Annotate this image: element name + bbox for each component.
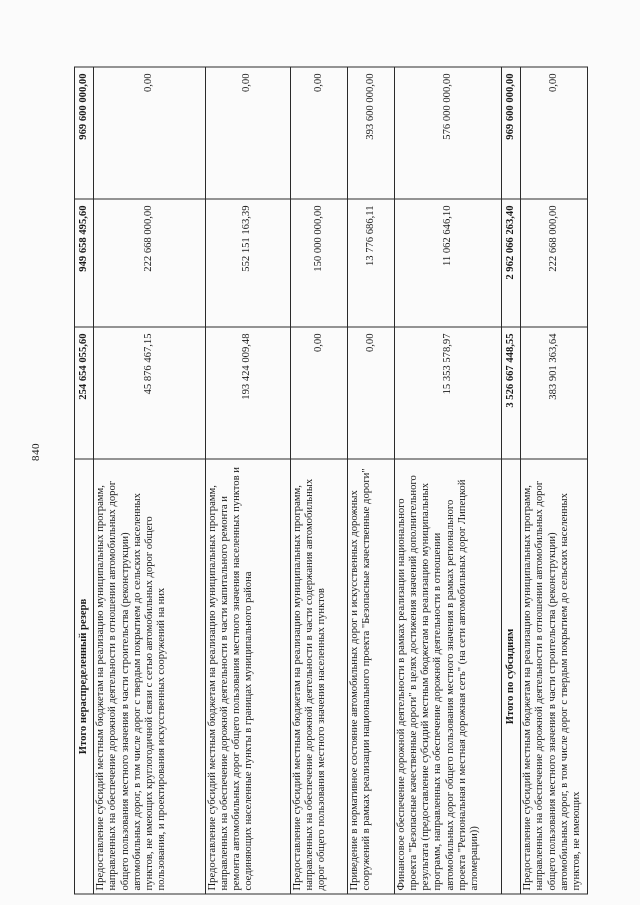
amount-cell: 193 424 009,48 [205,327,290,459]
amount-cell: 11 062 646,10 [394,199,501,327]
amount-cell: 0,00 [348,327,395,459]
amount-cell: 552 151 163,39 [205,199,290,327]
amount-cell: 0,00 [290,327,348,459]
total-label: Итого по субсидиям [501,459,520,894]
amount-cell: 2 962 066 263,40 [501,199,520,327]
amount-cell: 969 600 000,00 [501,67,520,199]
table-body [75,67,588,894]
table-row [394,67,501,894]
subsidy-table [74,66,588,894]
total-row [501,67,520,894]
amount-cell: 222 668 000,00 [94,199,205,327]
row-description: Предоставление субсидий местным бюджетам на реализацию муниципальных программ, направленных на обеспечение дорожной деятельности в части содержания автомобильных дорог общего пользования местного значения населенных пунктов [290,459,348,894]
amount-cell: 0,00 [521,67,588,199]
total-label: Итого нераспределенный резерв [75,459,94,894]
row-description: Приведение в нормативное состояние автомобильных дорог и искусственных дорожных сооружений в рамках реализации национального проекта "Безопасные качественные дороги" [348,459,395,894]
rotated-table-container [74,67,588,894]
row-description: Финансовое обеспечение дорожной деятельности в рамках реализации национального проекта "Безопасные качественные дороги" в целях достижения значений дополнительного результата (предоставление субсидий местным бюджетам на реализацию муниципальных программ, направленных на обеспечение дорожной деятельности в отношении автомобильных дорог общего пользования местного значения в рамках регионального проекта "Региональная и местная дорожная сеть" (на сети автомобильных дорог Липецкой агломерации)) [394,459,501,894]
row-description: Предоставление субсидий местным бюджетам на реализацию муниципальных программ, направленных на обеспечение дорожной деятельности в отношении автомобильных дорог общего пользования местного значения в части строительства (реконструкции) автомобильных дорог, в том числе дорог с твердым покрытием до сельских населенных пунктов, не имеющих круглогодичной связи с сетью автомобильных дорог общего пользования, и проектирования искусственных сооружений на них [94,459,205,894]
amount-cell: 3 526 667 448,55 [501,327,520,459]
page-number: 840 [30,443,42,461]
amount-cell: 45 876 467,15 [94,327,205,459]
amount-cell: 0,00 [290,67,348,199]
amount-cell: 254 654 055,60 [75,327,94,459]
amount-cell: 150 000 000,00 [290,199,348,327]
amount-cell: 0,00 [94,67,205,199]
amount-cell: 393 600 000,00 [348,67,395,199]
amount-cell: 0,00 [205,67,290,199]
row-description: Предоставление субсидий местным бюджетам на реализацию муниципальных программ, направленных на обеспечение дорожной деятельности в части капитального ремонта и ремонта автомобильных дорог общего пользования местного значения населенных пунктов и соединяющих населенные пункты в границах муниципального района [205,459,290,894]
row-description: Предоставление субсидий местным бюджетам на реализацию муниципальных программ, направленных на обеспечение дорожной деятельности в отношении автомобильных дорог общего пользования местного значения в части строительства (реконструкции) автомобильных дорог, в том числе дорог с твердым покрытием до сельских населенных пунктов, не имеющих [521,459,588,894]
table-row [205,67,290,894]
amount-cell: 222 668 000,00 [521,199,588,327]
table-row [290,67,348,894]
amount-cell: 949 658 495,60 [75,199,94,327]
table-row [348,67,395,894]
table-row [94,67,205,894]
amount-cell: 969 600 000,00 [75,67,94,199]
total-row [75,67,94,894]
amount-cell: 383 901 363,64 [521,327,588,459]
amount-cell: 15 353 578,97 [394,327,501,459]
amount-cell: 13 776 686,11 [348,199,395,327]
amount-cell: 576 000 000,00 [394,67,501,199]
table-row [521,67,588,894]
